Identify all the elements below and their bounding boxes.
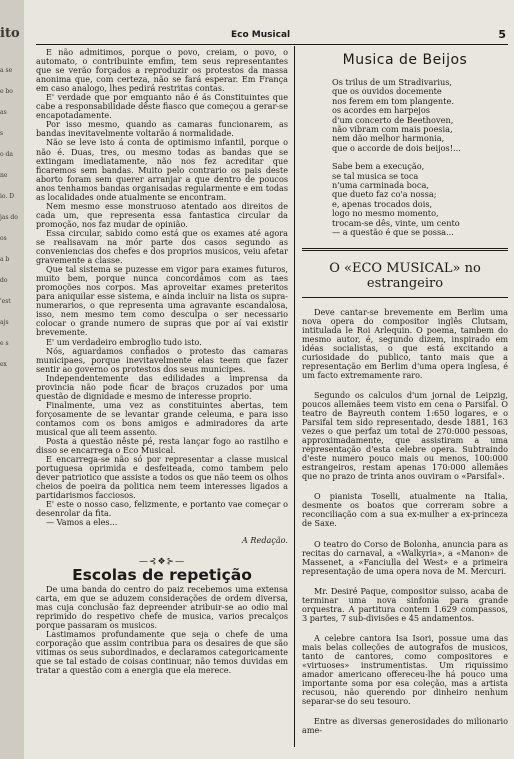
- section-paragraph: Lastimamos profundamente que seja o chefe de uma corporação que assim contribua para os desaires de que são vitimas os seus subordinados, e declaramos categoricamente que se tal estado de coisas continuar, não temos duvidas em tratar a questão com a energia que ela merece.: [36, 628, 288, 676]
- article-paragraph: E não admitimos, porque o povo, creiam, o povo, o automato, o contribuinte emfim, tem seus representantes que se verão forçados a reproduzir os protestos da massa anonima que, com certeza, não se fará esperar. Em França em caso analogo, lhes pedirá restritas contas.: [36, 47, 288, 94]
- fragment-line: 'est: [0, 298, 11, 305]
- news-title: O «ECO MUSICAL» no estrangeiro: [329, 260, 481, 291]
- section-title: Escolas de repetição: [72, 565, 252, 584]
- fragment-line: jas do: [0, 214, 18, 221]
- poem-stanza: [332, 78, 508, 153]
- section-ornament: —⊰❖⊱—: [138, 556, 186, 567]
- poem-line: Sabe bem a execução,: [332, 161, 425, 172]
- fragment-line: ex: [0, 361, 7, 368]
- fragment-line: os: [0, 235, 7, 242]
- column-divider: [294, 46, 295, 747]
- fragment-line: ne: [0, 172, 8, 179]
- page-number: 5: [498, 28, 506, 41]
- section-paragraph: De uma banda do centro do paiz recebemos uma extensa carta, em que se aduzem considerações de ordem diversa, mas cuja conclusão faz depreender atribuir-se ao odio mal reprimido do respetivo chefe de musica, varios precalços porque passaram os musicos.: [36, 583, 288, 630]
- news-item: A celebre cantora Isa Isori, possue uma das mais belas colleções de autografos de musicos, tanto de cantores, como compositores e «virtuoses» instrumentistas. Um riquissimo amador americano offereceu-lhe há pouco uma importante soma por esa coleção, mas a artista recusou, não querendo por dinheiro nenhum separar-se do seu tesouro.: [302, 632, 508, 707]
- poem-line: que dueto faz co'a nossa;: [332, 189, 437, 200]
- fragment-line: e bo: [0, 88, 13, 95]
- article-paragraph: Que tal sistema se puzesse em vigor para exames futuros, muito bem, porque nunca concordámos com as taes promoções nos corpos. Mas aproveitar exames preteritos para aniquilar esse sistema, e ainda incluir na lista os supra-numerarios, o que representa uma agravante escandalosa, isso, nem mesmo tem como desculpa o ser necessario colocar o grande numero de supras que por aí vai existir brevemente.: [36, 264, 288, 338]
- poem-line: e, apenas trocados dois,: [332, 198, 433, 209]
- running-head: [24, 30, 514, 44]
- article-paragraph: Nem mesmo esse monstruoso atentado aos direitos de cada um, que representa essa fantastica circular da promoção, nos faz mudar de opinião.: [36, 200, 288, 229]
- fragment-line: do: [0, 277, 8, 284]
- poem-line: nos ferem em tom plangente.: [332, 95, 454, 106]
- news-section: [302, 308, 508, 736]
- poem-line: d'um concerto de Beethoven,: [332, 114, 454, 125]
- poem-line: que os ouvidos docemente: [332, 86, 442, 97]
- article-paragraph: — Vamos a eles...: [46, 517, 118, 528]
- running-head-title: Eco Musical: [231, 30, 291, 40]
- article-paragraph: E' um verdadeiro embroglio tudo isto.: [46, 336, 202, 347]
- poem-line: que o accorde de dois beijos!...: [332, 142, 461, 153]
- poem-line: se tal musica se toca: [332, 170, 419, 181]
- fragment-line: e s: [0, 340, 9, 347]
- adjacent-page-fragments: [0, 67, 24, 368]
- right-column: [302, 48, 508, 735]
- article-paragraph: Finalmente, uma vez as constituintes abertas, tem forçosamente de se levantar grande celeuma, e para isso contamos com os bons amigos e admiradores da arte musical que ali teem assento.: [36, 399, 288, 437]
- poem-line: trocam-se dês, vinte, um cento: [332, 217, 460, 228]
- poem-line: logo no mesmo momento,: [332, 208, 439, 219]
- header-rule: [36, 44, 508, 45]
- poem: [332, 78, 508, 238]
- fragment-line: a b: [0, 256, 10, 263]
- article-paragraph: E' este o nosso caso, felizmente, e portanto vae começar o desenrolar da fita.: [36, 499, 288, 519]
- fragment-line: o da: [0, 151, 13, 158]
- article-paragraph: Não se leve isto á conta de optimismo infantil, porque o não é. Duas, tres, ou mesmo todas as bandas que se extingam imediatamente, não nos fez acreditar que ficaremos sem bandas. Muito pelo contrario os pais deste aborto foram sem querer arranjar a que dentro de poucos anos tenhamos bandas organisadas regularmente e em todas as localidades onde atualmente se encontram.: [36, 137, 288, 202]
- article-paragraph: Essa circular, sabido como está que os exames até agora se realisavam na mór parte dos casos segundo as conveniencias dos chefes e dos proprios musicos, veiu afetar gravemente a classe.: [36, 227, 288, 266]
- adjacent-page-edge: [0, 0, 24, 759]
- poem-line: n'uma carminada boca,: [332, 180, 429, 191]
- fragment-line: as: [0, 109, 7, 116]
- newspaper-page: [24, 0, 514, 759]
- poem-title: Musica de Beijos: [342, 52, 468, 68]
- article-paragraph: E encarrega-se não só por representar a classe musical portuguesa oprimida e desfeiteada, como tambem pelo dever patriotico que assiste a todos os que não teem os olhos cheios de poeira da politica nem teem interesses ligados a partidarismos facciosos.: [36, 454, 288, 501]
- article-paragraph: E' verdade que por emquanto não é ás Constituintes que cabe a responsabilidade dêste fiasco que começou a gerar-se encapotadamente.: [36, 92, 288, 121]
- article-signature: A Redação.: [242, 535, 288, 546]
- news-item: Mr. Desiré Paque, compositor suisso, acaba de terminar uma nova sinfonia para grande orquestra. A partitura contem 1.629 compassos, 3 partes, 7 sub-divisões e 45 andamentos.: [302, 585, 508, 623]
- fragment-line: a se: [0, 67, 13, 74]
- poem-line: não vibram com mais poesia,: [332, 124, 453, 135]
- poem-line: Os trilus de um Stradivarius,: [332, 77, 453, 87]
- poem-stanza: [332, 162, 508, 237]
- adjacent-page-title: ito: [0, 26, 20, 41]
- news-item: Deve cantar-se brevemente em Berlim uma nova opera do compositor inglês Clutsam, intitulada le Roi Arlequin. O poema, tambem do mesmo autor, é, segundo dizem, inspirado em idéas socialistas, o que está excitando a curiosidade do publico, tanto mais que a representação em Berlim d'uma opera inglesa, é um facto extremamente raro.: [302, 306, 508, 380]
- article-paragraph: Posta a questão nêste pé, resta lançar fogo ao rastilho e disso se encarrega o Eco Musical.: [36, 436, 288, 456]
- fragment-line: s: [0, 130, 4, 137]
- fragment-line: io. D: [0, 193, 15, 200]
- news-item: O teatro do Corso de Bolonha, anuncia para as recitas do carnaval, a «Walkyria», a «Manon» de Massenet, a «Fanciulla del West» e a primeira representação de uma opera nova de M. Mercuri.: [302, 538, 508, 576]
- news-item: Entre as diversas generosidades do milionario ame-: [302, 716, 508, 736]
- section-divider: [302, 248, 508, 251]
- article-paragraph: Nós, aguardamos confiados o protesto das camaras municipaes, porque inevitavelmente elas teem que fazer sentir ao governo os protestos dos seus municipes.: [36, 345, 288, 374]
- poem-line: — a questão é que se possa...: [332, 227, 454, 238]
- news-item: Segundo os calculos d'um jornal de Leipzig, poucos allemães teem visto em cena o Parsifal. O teatro de Bayreuth contem 1:650 logares, e o Parsifal tem sido representado, desde 1881, 163 vezes o que perfaz um total de 270:000 pessoas, approximadamente, que assistiram a uma representação d'esta celebre opera. Subtraindo d'este numero pouco mais ou menos, 100:000 estrangeiros, restam apenas 170:000 allemães que no prazo de trinta anos ouviram o «Parsifal».: [302, 389, 508, 482]
- fragment-line: ajs: [0, 319, 9, 326]
- section-divider: [302, 297, 508, 298]
- poem-line: os acordes em harpejos: [332, 105, 430, 116]
- poem-line: nem dão melhor harmonia,: [332, 133, 445, 144]
- article-paragraph: Independentemente das edilidades a imprensa da provincia não pode ficar de braços cruzados por uma questão de dignidade e mesmo de interesse proprio.: [36, 372, 288, 401]
- news-item: O pianista Toselli, atualmente na Italia, desmente os boatos que correram sobre a reconciliação com a sua ex-mulher a ex-princeza de Saxe.: [302, 491, 508, 529]
- article-paragraph: Por isso mesmo, quando as camaras funcionarem, as bandas inevitavelmente voltarão á normalidade.: [36, 119, 288, 139]
- left-column: [36, 48, 288, 675]
